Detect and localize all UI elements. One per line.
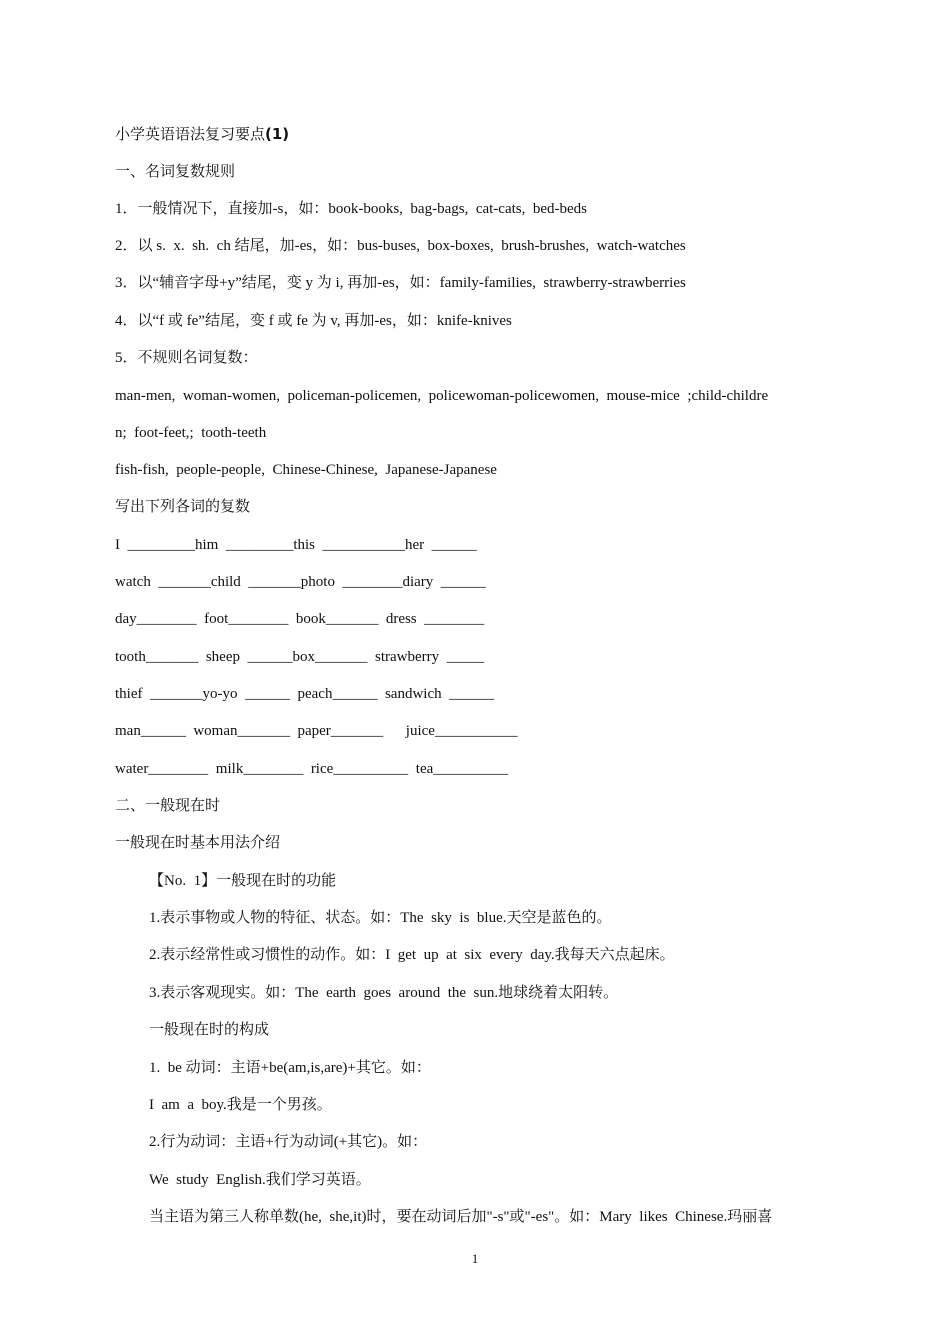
exercise-line: watch _______child _______photo ________diary ______ [115, 574, 486, 590]
exercise-line: man______ woman_______ paper_______ juice___________ [115, 723, 518, 739]
document-title [115, 124, 289, 144]
structure-title: 一般现在时的构成 [149, 1022, 270, 1038]
irregular-line-1: man-men, woman-women, policeman-policemen, policewoman-policewomen, mouse-mice ;child-childre [115, 388, 769, 404]
section-2-intro: 一般现在时基本用法介绍 [115, 835, 281, 851]
section-1-heading: 一、名词复数规则 [115, 164, 236, 180]
rule-4: 4．以“f 或 fe”结尾，变 f 或 fe 为 v, 再加-es，如：knife-knives [115, 313, 512, 329]
structure-item: 2.行为动词：主语+行为动词(+其它)。如： [149, 1134, 428, 1150]
exercise-title: 写出下列各词的复数 [115, 499, 251, 515]
function-item: 3.表示客观现实。如：The earth goes around the sun.地球绕着太阳转。 [149, 985, 619, 1001]
rule-5: 5．不规则名词复数： [115, 350, 258, 366]
page-number: 1 [471, 1251, 479, 1266]
exercise-line: I _________him _________this ___________her ______ [115, 537, 477, 553]
rule-2: 2．以 s. x. sh. ch 结尾，加-es，如：bus-buses, box-boxes, brush-brushes, watch-watches [115, 238, 686, 254]
irregular-line-3: fish-fish, people-people, Chinese-Chinese, Japanese-Japanese [115, 462, 497, 478]
function-item: 2.表示经常性或习惯性的动作。如：I get up at six every day.我每天六点起床。 [149, 947, 675, 963]
section-2-heading: 二、一般现在时 [115, 798, 221, 814]
structure-example: We study English.我们学习英语。 [149, 1172, 371, 1188]
exercise-line: tooth_______ sheep ______box_______ strawberry _____ [115, 649, 485, 665]
exercise-line: thief _______yo-yo ______ peach______ sandwich ______ [115, 686, 495, 702]
structure-example: I am a boy.我是一个男孩。 [149, 1097, 332, 1113]
irregular-line-2: n; foot-feet,; tooth-teeth [115, 425, 267, 441]
exercise-line: water________ milk________ rice__________ tea__________ [115, 761, 509, 777]
title-number: (1) [265, 125, 290, 143]
exercise-line: day________ foot________ book_______ dress ________ [115, 611, 485, 627]
rule-3: 3．以“辅音字母+y”结尾，变 y 为 i, 再加-es，如：family-families, strawberry-strawberries [115, 275, 686, 291]
function-subheading: 【No. 1】一般现在时的功能 [149, 873, 337, 889]
structure-item: 1. be 动词：主语+be(am,is,are)+其它。如： [149, 1060, 431, 1076]
rule-1: 1．一般情况下，直接加-s，如：book-books, bag-bags, cat-cats, bed-beds [115, 201, 588, 217]
title-text: 小学英语语法复习要点 [115, 127, 266, 143]
structure-note: 当主语为第三人称单数(he, she,it)时，要在动词后加"-s"或"-es"。如：Mary likes Chinese.玛丽喜 [149, 1209, 773, 1225]
function-item: 1.表示事物或人物的特征、状态。如：The sky is blue.天空是蓝色的。 [149, 910, 612, 926]
